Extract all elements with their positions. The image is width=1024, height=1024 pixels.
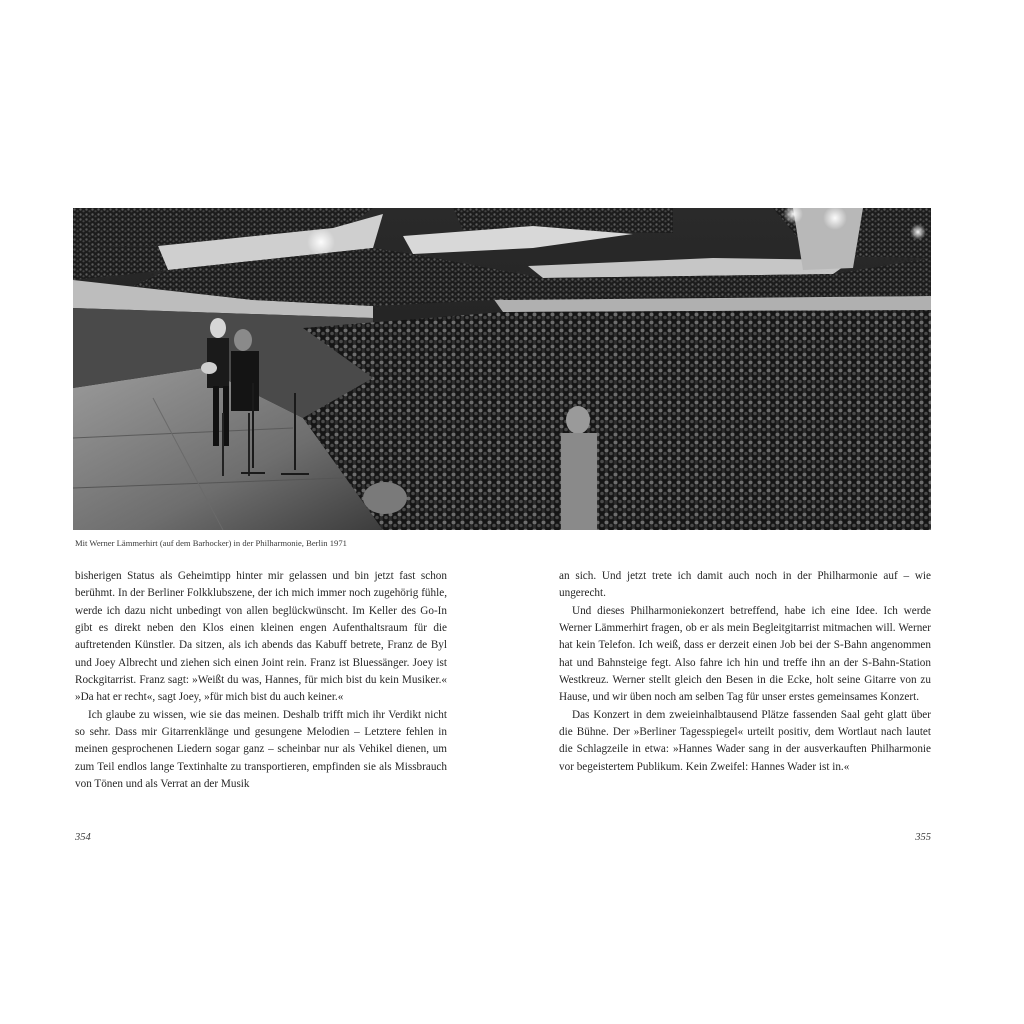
left-paragraph-2: Ich glaube zu wissen, wie sie das meinen. Deshalb trifft mich ihr Verdikt nicht so sehr. Dass mir Gitarrenklänge und gesungene Melodien – Letztere fehlen in meinen gesprochenen Liedern sogar ganz – scheinbar nur als Vehikel dienen, um zum Teil endlos lange Textinhalte zu transportieren, empfinden sie als Missbrauch von Tönen und als Verrat an der Musik xyxy=(75,708,447,791)
left-paragraph-1: bisherigen Status als Geheimtipp hinter mir gelassen und bin jetzt fast schon berühmt. In der Berliner Folkklubszene, der ich mich immer noch zugehörig fühle, werde ich dazu nicht unbedingt von allen beglückwünscht. Im Keller des Go-In gibt es direkt neben den Klos einen kleinen engen Aufenthaltsraum für die auftretenden Künstler. Da sitzen, als ich abends das Kabuff betrete, Franz de Byl und Joey Albrecht und ziehen sich einen Joint rein. Franz ist Bluessänger. Joey ist Rockgitarrist. Franz sagt: »Weißt du was, Hannes, für mich bist du kein Musiker.« »Da hat er recht«, sagt Joey, »für mich bist du auch keiner.« xyxy=(75,570,447,704)
right-paragraph-1: an sich. Und jetzt trete ich damit auch noch in der Philharmonie auf – wie ungerecht. xyxy=(559,570,931,600)
page-number-left: 354 xyxy=(75,832,91,843)
photo-caption: Mit Werner Lämmerhirt (auf dem Barhocker) in der Philharmonie, Berlin 1971 xyxy=(75,538,347,548)
right-page-text xyxy=(559,568,931,776)
right-paragraph-2: Und dieses Philharmoniekonzert betreffend, habe ich eine Idee. Ich werde Werner Lämmerhirt fragen, ob er als mein Begleitgitarrist mitmachen will. Werner hat kein Telefon. Ich weiß, dass er derzeit einen Job bei der S-Bahn angenommen hat und Bahnsteige fegt. Also fahre ich hin und treffe ihn an der S-Bahn-Station Westkreuz. Werner stellt gleich den Besen in die Ecke, holt seine Gitarre von zu Hause, und wir üben noch am selben Tag für unser erstes gemeinsames Konzert. xyxy=(559,604,931,704)
right-paragraph-3: Das Konzert in dem zweieinhalbtausend Plätze fassenden Saal geht glatt über die Bühne. Der »Berliner Tagesspiegel« urteilt positiv, dem Wortlaut nach lautet die Schlagzeile in etwa: »Hannes Wader sang in der ausverkauften Philharmonie vor begeistertem Publikum. Kein Zweifel: Hannes Wader ist in.« xyxy=(559,708,931,773)
photo-illustration xyxy=(73,208,931,530)
page-number-right: 355 xyxy=(915,832,931,843)
left-page-text xyxy=(75,568,447,793)
concert-hall-photo xyxy=(73,208,931,530)
